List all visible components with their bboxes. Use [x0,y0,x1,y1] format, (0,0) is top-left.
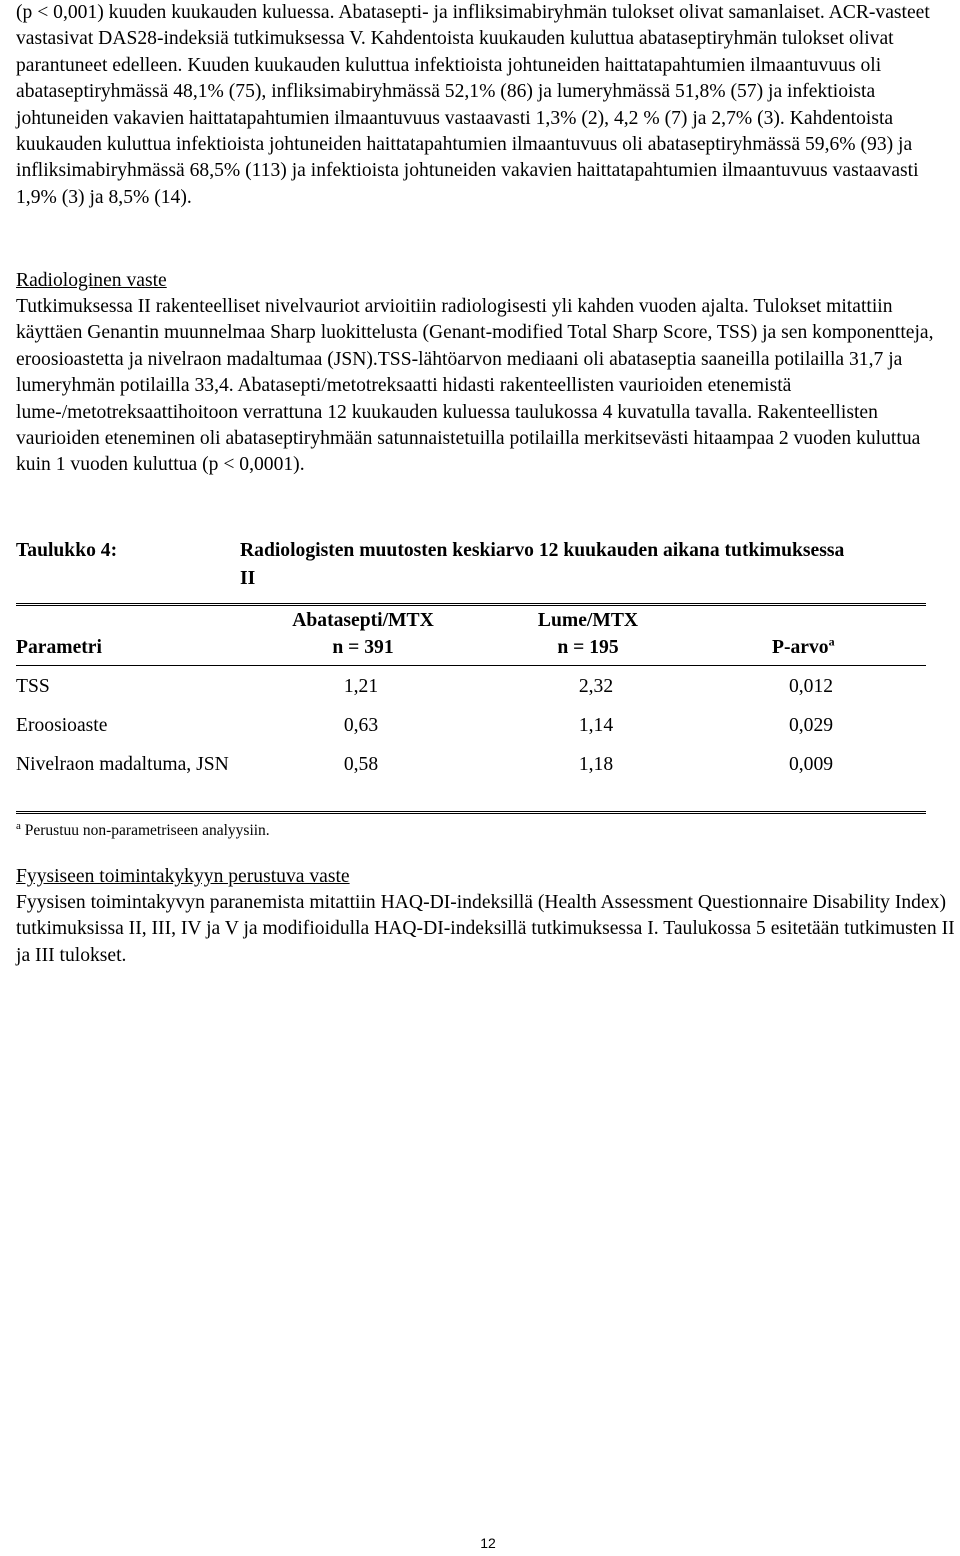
column-header-placebo-n: n = 195 [557,637,619,658]
table-label: Taulukko 4: [16,540,118,561]
table-footnote [16,815,270,842]
cell-p-value: 0,009 [788,754,834,775]
cell-placebo: 2,32 [578,676,614,697]
section-heading-radiology: Radiologinen vaste [16,270,167,291]
cell-parameter: Nivelraon madaltuma, JSN [16,754,229,775]
column-header-abatacept-n: n = 391 [332,637,394,658]
cell-placebo: 1,18 [578,754,614,775]
column-header-abatacept [280,607,446,661]
footnote-marker: a [16,820,21,832]
cell-p-value: 0,029 [788,715,834,736]
cell-abatacept: 0,63 [343,715,379,736]
paragraph-functional: Fyysisen toimintakyvyn paranemista mitattiin HAQ-DI-indeksillä (Health Assessment Questionnaire Disability Index) tutkimuksissa II, III, IV ja V ja modifioidulla HAQ-DI-indeksillä tutkimuksessa I. Taulukossa 5 esitetään tutkimusten II ja III tulokset. [16,892,955,966]
cell-parameter: Eroosioaste [16,715,108,736]
paragraph-radiology: Tutkimuksessa II rakenteelliset nivelvauriot arvioitiin radiologisesti yli kahden vuoden ajalta. Tulokset mitattiin käyttäen Genantin muunnelmaa Sharp luokittelusta (Genant-modified Total Sharp Score, TSS) ja sen komponentteja, eroosioastetta ja nivelraon madaltumaa (JSN).TSS-lähtöarvon mediaani oli abataseptia saaneilla potilailla 31,7 ja lumeryhmän potilailla 33,4. Abatasepti/metotreksaatti hidasti rakenteellisten vaurioiden etenemistä lume-/metotreksaattihoitoon verrattuna 12 kuukauden kuluessa taulukossa 4 kuvatulla tavalla. Rakenteellisten vaurioiden eteneminen oli abataseptiryhmään satunnaistetuilla potilailla merkitsevästi hitaampaa 2 vuoden kuluttua kuin 1 vuoden kuluttua (p < 0,0001). [16,296,934,476]
footnote-text: Perustuu non-parametriseen analyysiin. [24,822,270,840]
column-header-abatacept-name: Abatasepti/MTX [292,610,434,631]
paragraph-adverse-events: (p < 0,001) kuuden kuukauden kuluessa. Abatasepti- ja infliksimabiryhmän tulokset olivat samanlaiset. ACR-vasteet vastasivat DAS28-indeksiä tutkimuksessa V. Kahdentoista kuukauden kuluttua abataseptiryhmän tulokset olivat parantuneet edelleen. Kuuden kuukauden kuluttua infektioista johtuneiden haittatapahtumien ilmaantuvuus oli abataseptiryhmässä 48,1% (75), infliksimabiryhmässä 52,1% (86) ja lumeryhmässä 51,8% (57) ja infektioista johtuneiden vakavien haittatapahtumien ilmaantuvuus vastaavasti 1,3% (2), 4,2 % (7) ja 2,7% (3). Kahdentoista kuukauden kuluttua infektioista johtuneiden haittatapahtumien ilmaantuvuus oli abataseptiryhmässä 59,6% (93) ja infliksimabiryhmässä 68,5% (113) ja infektioista johtuneiden vakavien haittatapahtumien ilmaantuvuus vastaavasti 1,9% (3) ja 8,5% (14). [16,2,930,208]
page-number: 12 [480,1535,496,1551]
table-bottom-rule [16,811,926,814]
section-heading-functional: Fyysiseen toimintakykyyn perustuva vaste [16,866,350,887]
cell-placebo: 1,14 [578,715,614,736]
column-header-placebo [518,607,658,661]
table-header-rule [16,665,926,666]
column-header-p-value [772,634,872,661]
table-title: Radiologisten muutosten keskiarvo 12 kuukauden aikana tutkimuksessa II [240,540,845,589]
column-header-p-value-label: P-arvo [772,637,829,658]
footnote-marker: a [828,634,835,649]
cell-abatacept: 1,21 [343,676,379,697]
table-top-rule [16,603,926,606]
cell-parameter: TSS [16,676,50,697]
column-header-parameter: Parametri [16,637,102,658]
column-header-placebo-name: Lume/MTX [537,610,639,631]
cell-abatacept: 0,58 [343,754,379,775]
cell-p-value: 0,012 [788,676,834,697]
